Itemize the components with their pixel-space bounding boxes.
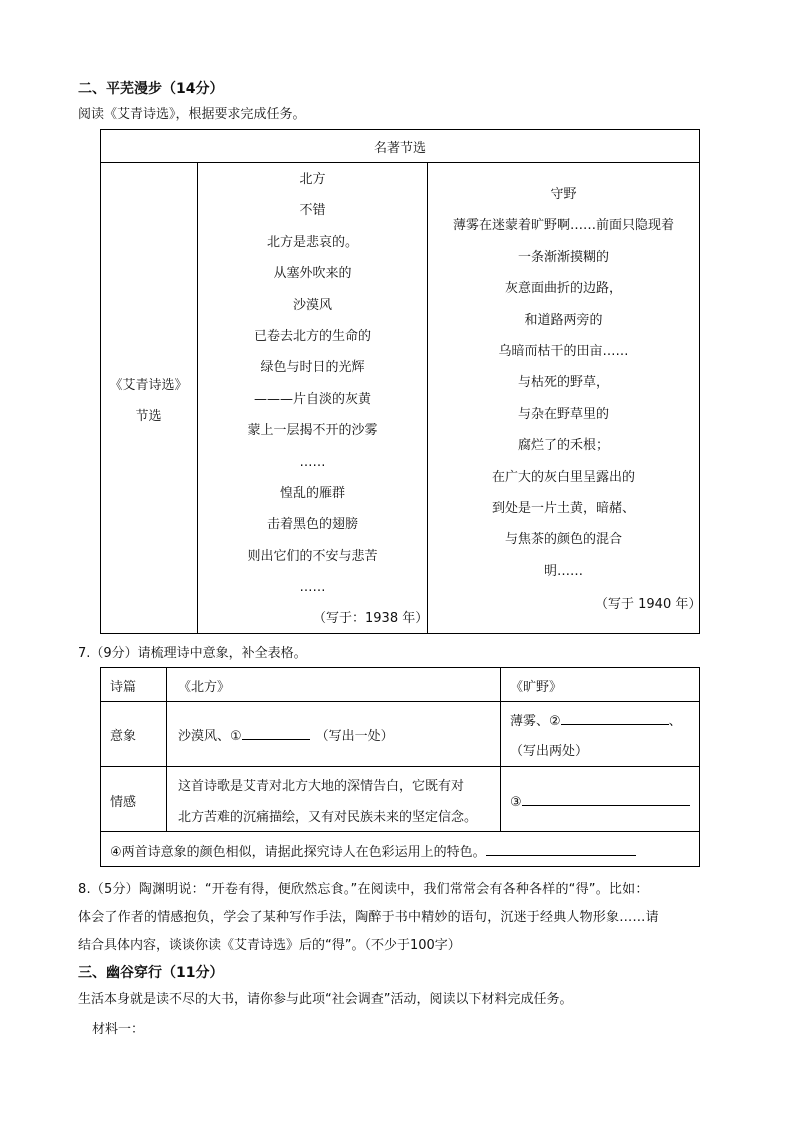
poem-line: 薄雾在迷蒙着旷野啊……前面只隐现着 xyxy=(452,218,674,234)
imagery-a: 沙漠风、① （写出一处） xyxy=(178,725,394,744)
q8-line3: 结合具体内容，谈谈你读《艾青诗选》后的“得”。（不少于100字） xyxy=(78,938,461,953)
poem-line: 到处是一片土黄，暗赭、 xyxy=(491,500,635,516)
imagery-b-note: （写出两处） xyxy=(510,744,589,759)
poem-line: ———片自淡的灰黄 xyxy=(253,391,371,407)
poem-line: 不错 xyxy=(299,203,326,219)
poem-north xyxy=(198,164,427,603)
poem-line: 与枯死的野草， xyxy=(517,375,609,391)
emotion-a-line2: 北方苦难的沉痛描绘，又有对民族未来的坚定信念。 xyxy=(178,810,478,825)
answer-blank-3[interactable] xyxy=(522,791,690,806)
excerpt-table-header: 名著节选 xyxy=(373,141,426,156)
emotion-a-line1: 这首诗歌是艾青对北方大地的深情告白，它既有对 xyxy=(178,779,465,794)
poem-north-date: （写于：1938 年） xyxy=(313,611,429,626)
section-2-heading: 二、平芜漫步（14分） xyxy=(78,81,224,97)
book-label-sub: 节选 xyxy=(135,409,162,424)
poem-line: …… xyxy=(299,454,326,470)
col-poem-label: 诗篇 xyxy=(110,680,137,695)
section-3-intro: 生活本身就是读不尽的大书，请你参与此项“社会调查”活动，阅读以下材料完成任务。 xyxy=(78,992,573,1007)
poem-line: 与杂在野草里的 xyxy=(517,406,609,422)
poem-line: …… xyxy=(299,580,326,596)
poem-line: 在广大的灰白里呈露出的 xyxy=(491,469,635,485)
row-emotion-label: 情感 xyxy=(110,795,137,810)
emotion-b: ③ xyxy=(510,791,690,810)
poem-line: 乌暗而枯干的田亩…… xyxy=(498,343,629,359)
poem-line: 北方是悲哀的。 xyxy=(266,234,358,250)
poem-a-title: 《北方》 xyxy=(178,680,231,695)
poem-line: 守野 xyxy=(550,187,577,202)
q7-prompt: 7.（9分）请梳理诗中意象，补全表格。 xyxy=(78,646,307,661)
poem-line: 和道路两旁的 xyxy=(524,312,603,328)
q8-line1: 8.（5分）陶渊明说：“开卷有得，便欣然忘食。”在阅读中，我们常常会有各种各样的“得”。比如： xyxy=(78,882,649,897)
poem-line: 北方 xyxy=(299,172,326,187)
poem-line: 一条渐渐摸糊的 xyxy=(517,249,609,265)
poem-wilderness xyxy=(428,179,699,587)
poem-line: 从塞外吹来的 xyxy=(273,266,352,282)
material-1-label: 材料一： xyxy=(92,1022,145,1037)
poem-line: 则出它们的不安与悲苦 xyxy=(247,548,378,564)
poem-line: 惶乱的雁群 xyxy=(279,485,345,501)
section-2-intro: 阅读《艾青诗选》，根据要求完成任务。 xyxy=(78,107,306,122)
poem-line: 与焦茶的颜色的混合 xyxy=(504,532,622,548)
answer-blank-2[interactable] xyxy=(561,710,669,725)
poem-line: 蒙上一层揭不开的沙雾 xyxy=(247,423,378,439)
poem-line: 腐烂了的禾根； xyxy=(517,438,609,454)
poem-line: 沙漠风 xyxy=(292,297,332,313)
answer-blank-4[interactable] xyxy=(486,841,636,856)
answer-blank-1[interactable] xyxy=(242,725,310,740)
row-imagery-label: 意象 xyxy=(110,729,137,744)
poem-line: 明…… xyxy=(543,563,583,579)
poem-line: 击着黑色的翅膀 xyxy=(266,517,358,533)
q7-item-4: ④两首诗意象的颜色相似，请据此探究诗人在色彩运用上的特色。 xyxy=(110,841,636,860)
book-label: 《艾青诗选》 xyxy=(109,378,188,393)
poem-b-title: 《旷野》 xyxy=(510,680,563,695)
section-3-heading: 三、幽谷穿行（11分） xyxy=(78,965,224,981)
poem-line: 绿色与时日的光辉 xyxy=(260,360,365,376)
imagery-b: 薄雾、② 、 xyxy=(510,710,682,729)
poem-line: 已卷去北方的生命的 xyxy=(253,328,371,344)
q8-line2: 体会了作者的情感抱负，学会了某种写作手法，陶醉于书中精妙的语句，沉迷于经典人物形象……请 xyxy=(78,910,659,925)
poem-wilderness-date: （写于 1940 年） xyxy=(595,597,702,612)
poem-line: 灰意面曲折的边路， xyxy=(504,281,622,297)
